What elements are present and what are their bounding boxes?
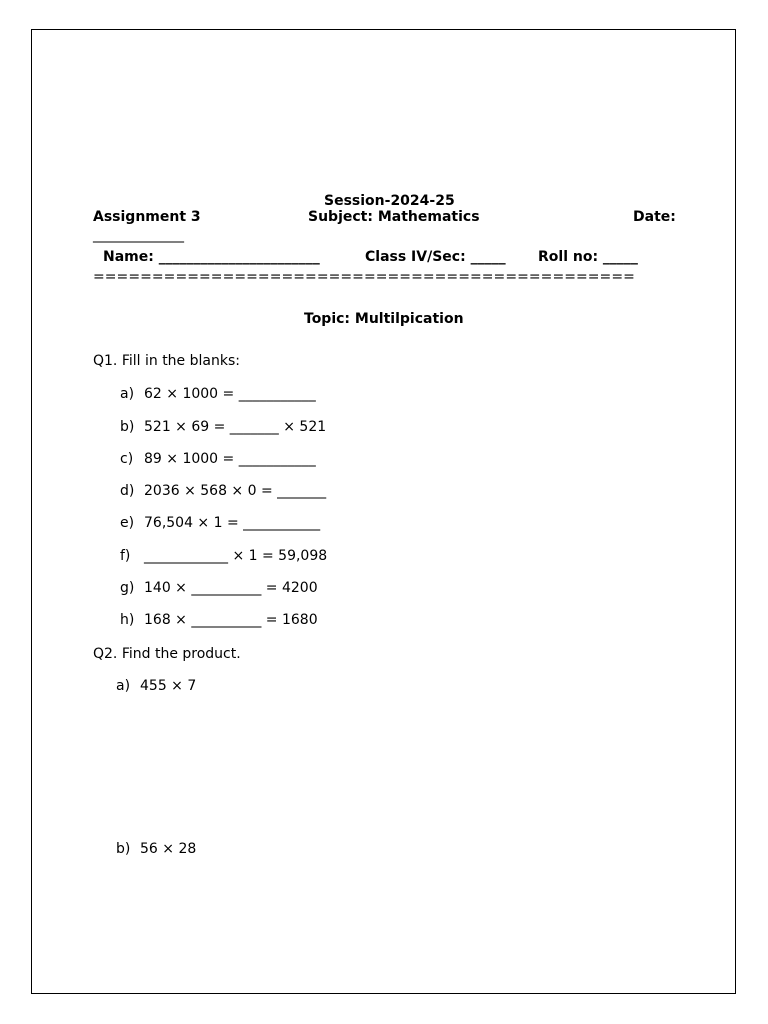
q1-item-text: 62 × 1000 = ___________ bbox=[144, 386, 316, 402]
q1-item-label: c) bbox=[120, 451, 134, 467]
date-label: Date: bbox=[633, 209, 676, 225]
q1-item-label: h) bbox=[120, 612, 135, 628]
separator-rule: ============================================== bbox=[93, 269, 635, 285]
q1-item-text: 76,504 × 1 = ___________ bbox=[144, 515, 321, 531]
q2-item-label: b) bbox=[116, 841, 131, 857]
q2-title: Q2. Find the product. bbox=[93, 646, 241, 662]
assignment-label: Assignment 3 bbox=[93, 209, 201, 225]
q1-item-label: a) bbox=[120, 386, 135, 402]
q1-item-text: 168 × __________ = 1680 bbox=[144, 612, 318, 628]
q1-item-text: 2036 × 568 × 0 = _______ bbox=[144, 483, 327, 499]
topic-heading: Topic: Multilpication bbox=[304, 311, 464, 327]
q2-item-text: 56 × 28 bbox=[140, 841, 197, 857]
name-field: Name: _______________________ bbox=[103, 249, 320, 265]
worksheet-page bbox=[31, 29, 736, 994]
q1-item-label: e) bbox=[120, 515, 135, 531]
date-blank: _____________ bbox=[93, 227, 184, 243]
q1-item-label: b) bbox=[120, 419, 135, 435]
q1-item-text: 89 × 1000 = ___________ bbox=[144, 451, 316, 467]
q1-item-label: f) bbox=[120, 548, 131, 564]
subject-label: Subject: Mathematics bbox=[308, 209, 480, 225]
q2-item-text: 455 × 7 bbox=[140, 678, 197, 694]
q1-item-text: ____________ × 1 = 59,098 bbox=[144, 548, 328, 564]
q1-title: Q1. Fill in the blanks: bbox=[93, 353, 240, 369]
roll-number-field: Roll no: _____ bbox=[538, 249, 638, 265]
q1-item-text: 521 × 69 = _______ × 521 bbox=[144, 419, 327, 435]
session-heading: Session-2024-25 bbox=[324, 193, 455, 209]
q1-item-text: 140 × __________ = 4200 bbox=[144, 580, 318, 596]
q2-item-label: a) bbox=[116, 678, 131, 694]
class-section-field: Class IV/Sec: _____ bbox=[365, 249, 506, 265]
q1-item-label: g) bbox=[120, 580, 135, 596]
q1-item-label: d) bbox=[120, 483, 135, 499]
